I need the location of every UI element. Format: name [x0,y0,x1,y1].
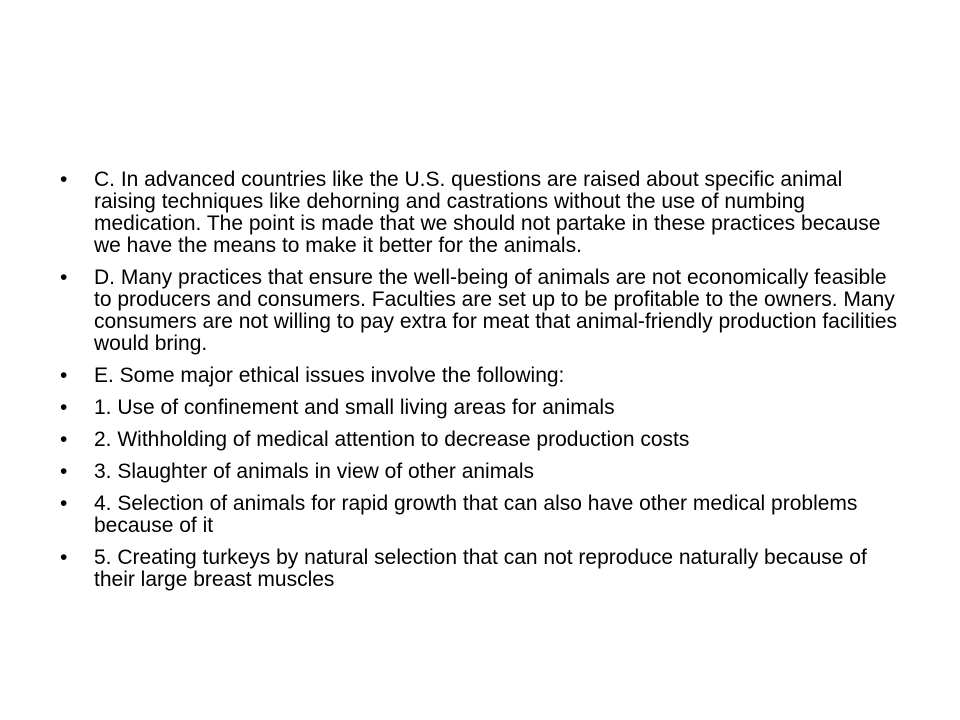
bullet-text: 5. Creating turkeys by natural selection that can not reproduce naturally because of their large breast muscles [94,546,867,591]
bullet-item-4 [60,493,900,537]
bullet-text: D. Many practices that ensure the well-being of animals are not economically feasible to producers and consumers. Faculties are set up to be profitable to the owners. Many consumers are not willing to pay extra for meat that animal-friendly production facilities would bring. [94,266,898,355]
bullet-dot-icon: • [60,266,68,289]
bullet-item-1 [60,397,900,419]
bullet-text: 4. Selection of animals for rapid growth that can also have other medical problems because of it [94,492,858,537]
bullet-dot-icon: • [60,546,68,569]
bullet-item-5 [60,547,900,591]
bullet-dot-icon: • [60,396,68,419]
bullet-dot-icon: • [60,460,68,483]
bullet-item-c [60,169,900,257]
bullet-text: C. In advanced countries like the U.S. questions are raised about specific animal raising techniques like dehorning and castrations without the use of numbing medication. The point is made that we should not partake in these practices because we have the means to make it better for the animals. [94,168,881,257]
bullet-item-e [60,365,900,387]
bullet-dot-icon: • [60,428,68,451]
bullet-text: 3. Slaughter of animals in view of other animals [94,460,535,483]
bullet-text: 1. Use of confinement and small living areas for animals [94,396,615,419]
bullet-dot-icon: • [60,168,68,191]
bullet-item-2 [60,429,900,451]
bullet-text: E. Some major ethical issues involve the following: [94,364,565,387]
bullet-dot-icon: • [60,364,68,387]
bullet-text: 2. Withholding of medical attention to decrease production costs [94,428,690,451]
bullet-item-d [60,267,900,355]
bullet-item-3 [60,461,900,483]
bullet-list [60,169,900,601]
bullet-dot-icon: • [60,492,68,515]
